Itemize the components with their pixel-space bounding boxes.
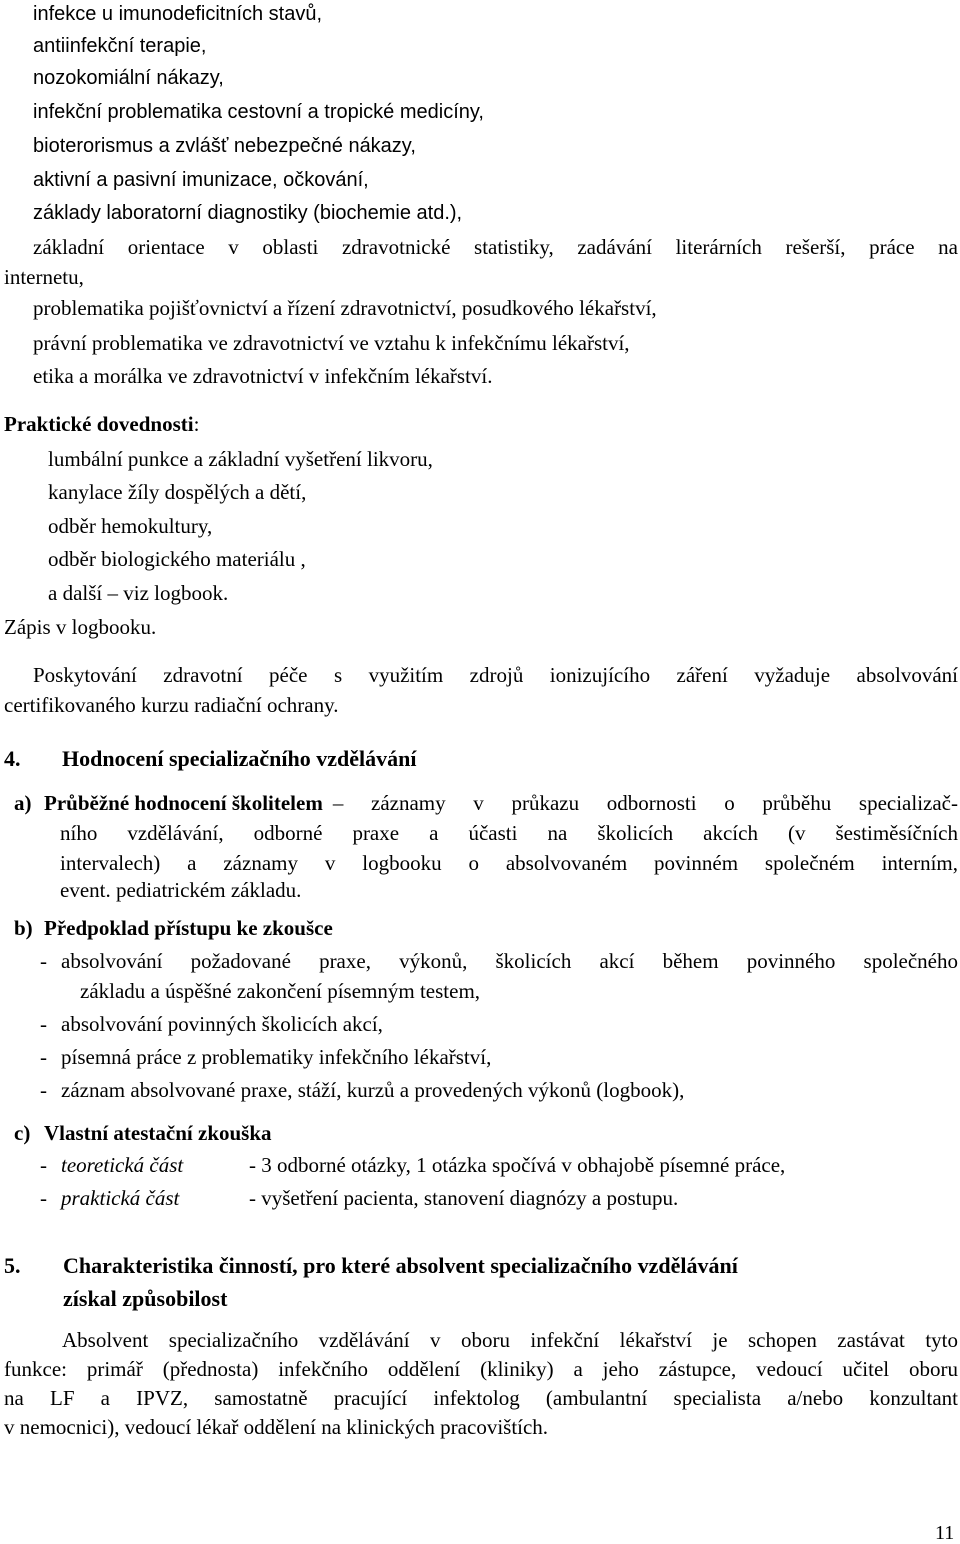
subsection-a-text: – záznamy v průkazu odbornosti o průběhu specializač- [332,791,958,815]
exam-prerequisite-item: písemná práce z problematiky infekčního lékařství, [61,1045,492,1069]
skill-item: kanylace žíly dospělých a dětí, [48,480,307,504]
exam-prerequisite-item: záznam absolvované praxe, stáží, kurzů a provedených výkonů (logbook), [61,1078,685,1102]
section-5-paragraph-line: na LF a IPVZ, samostatně pracující infektolog (ambulantní specialista a/nebo konzultant [4,1386,958,1410]
section-5-paragraph-line: funkce: primář (přednosta) infekčního oddělení (kliniky) a jeho zástupce, vedoucí učitel oboru [4,1357,958,1381]
bullet-dash: - [40,1153,47,1177]
section-5-title: Charakteristika činností, pro které absolvent specializačního vzdělávání [63,1253,738,1278]
exam-prerequisite-item-continuation: základu a úspěšné zakončení písemným testem, [80,979,481,1003]
list-item: základy laboratorní diagnostiky (biochemie atd.), [33,202,463,224]
bullet-dash: - [40,1045,47,1069]
subsection-b-label: b) [14,916,33,940]
subsection-b-title: Předpoklad přístupu ke zkoušce [44,916,333,940]
subsection-a-line: intervalech) a záznamy v logbooku o absolvovaném povinném společném interním, [60,851,958,875]
subsection-a-bold: Průběžné hodnocení školitelem [44,791,323,815]
exam-part-description: - vyšetření pacienta, stanovení diagnózy a postupu. [249,1186,679,1210]
section-4-number: 4. [4,746,21,771]
exam-part-label: teoretická část [61,1153,184,1177]
skills-heading [4,414,199,435]
exam-part-label: praktická část [61,1186,180,1210]
bullet-dash: - [40,1078,47,1102]
logbook-note: Zápis v logbooku. [4,615,157,639]
subsection-c-label: c) [14,1121,31,1145]
subsection-a-label: a) [14,791,32,815]
subsection-a-line: ního vzdělávání, odborné praxe a účasti na školicích akcích (v šestiměsíčních [60,821,958,845]
section-5-paragraph-line: Absolvent specializačního vzdělávání v oboru infekční lékařství je schopen zastávat tyto [62,1328,958,1352]
radiation-paragraph-line: certifikovaného kurzu radiační ochrany. [4,693,339,717]
subsection-a-first-line [44,793,958,814]
bullet-dash: - [40,949,47,973]
exam-prerequisite-item: absolvování povinných školicích akcí, [61,1012,383,1036]
section-5-paragraph-line: v nemocnici), vedoucí lékař oddělení na klinických pracovištích. [4,1415,549,1439]
list-item: infekce u imunodeficitních stavů, [33,3,323,25]
list-item: etika a morálka ve zdravotnictví v infekčním lékařství. [33,364,493,388]
skills-heading-text: Praktické dovednosti [4,412,194,436]
bullet-dash: - [40,1012,47,1036]
skill-item: odběr hemokultury, [48,514,213,538]
skills-heading-colon: : [193,412,200,436]
list-item: aktivní a pasivní imunizace, očkování, [33,169,369,191]
section-4-title: Hodnocení specializačního vzdělávání [62,746,417,771]
subsection-c-title: Vlastní atestační zkouška [44,1121,272,1145]
list-item: nozokomiální nákazy, [33,67,224,89]
skill-item: lumbální punkce a základní vyšetření likvoru, [48,447,433,471]
page-number: 11 [935,1522,955,1544]
list-item: bioterorismus a zvlášť nebezpečné nákazy, [33,135,416,157]
section-5-title-continuation: získal způsobilost [63,1286,228,1311]
list-item: antiinfekční terapie, [33,35,207,57]
list-item: právní problematika ve zdravotnictví ve vztahu k infekčnímu lékařství, [33,331,630,355]
bullet-dash: - [40,1186,47,1210]
list-item-continuation: internetu, [4,265,84,289]
list-item: problematika pojišťovnictví a řízení zdravotnictví, posudkového lékařství, [33,296,657,320]
section-5-number: 5. [4,1253,21,1278]
radiation-paragraph-line: Poskytování zdravotní péče s využitím zdrojů ionizujícího záření vyžaduje absolvování [33,663,958,687]
list-item: infekční problematika cestovní a tropické medicíny, [33,101,484,123]
subsection-a-line: event. pediatrickém základu. [60,878,302,902]
skill-item: a další – viz logbook. [48,581,229,605]
skill-item: odběr biologického materiálu , [48,547,306,571]
exam-prerequisite-item: absolvování požadované praxe, výkonů, školicích akcí během povinného společného [61,949,958,973]
list-item: základní orientace v oblasti zdravotnické statistiky, zadávání literárních rešerší, práce na [33,235,958,259]
exam-part-description: - 3 odborné otázky, 1 otázka spočívá v obhajobě písemné práce, [249,1153,786,1177]
